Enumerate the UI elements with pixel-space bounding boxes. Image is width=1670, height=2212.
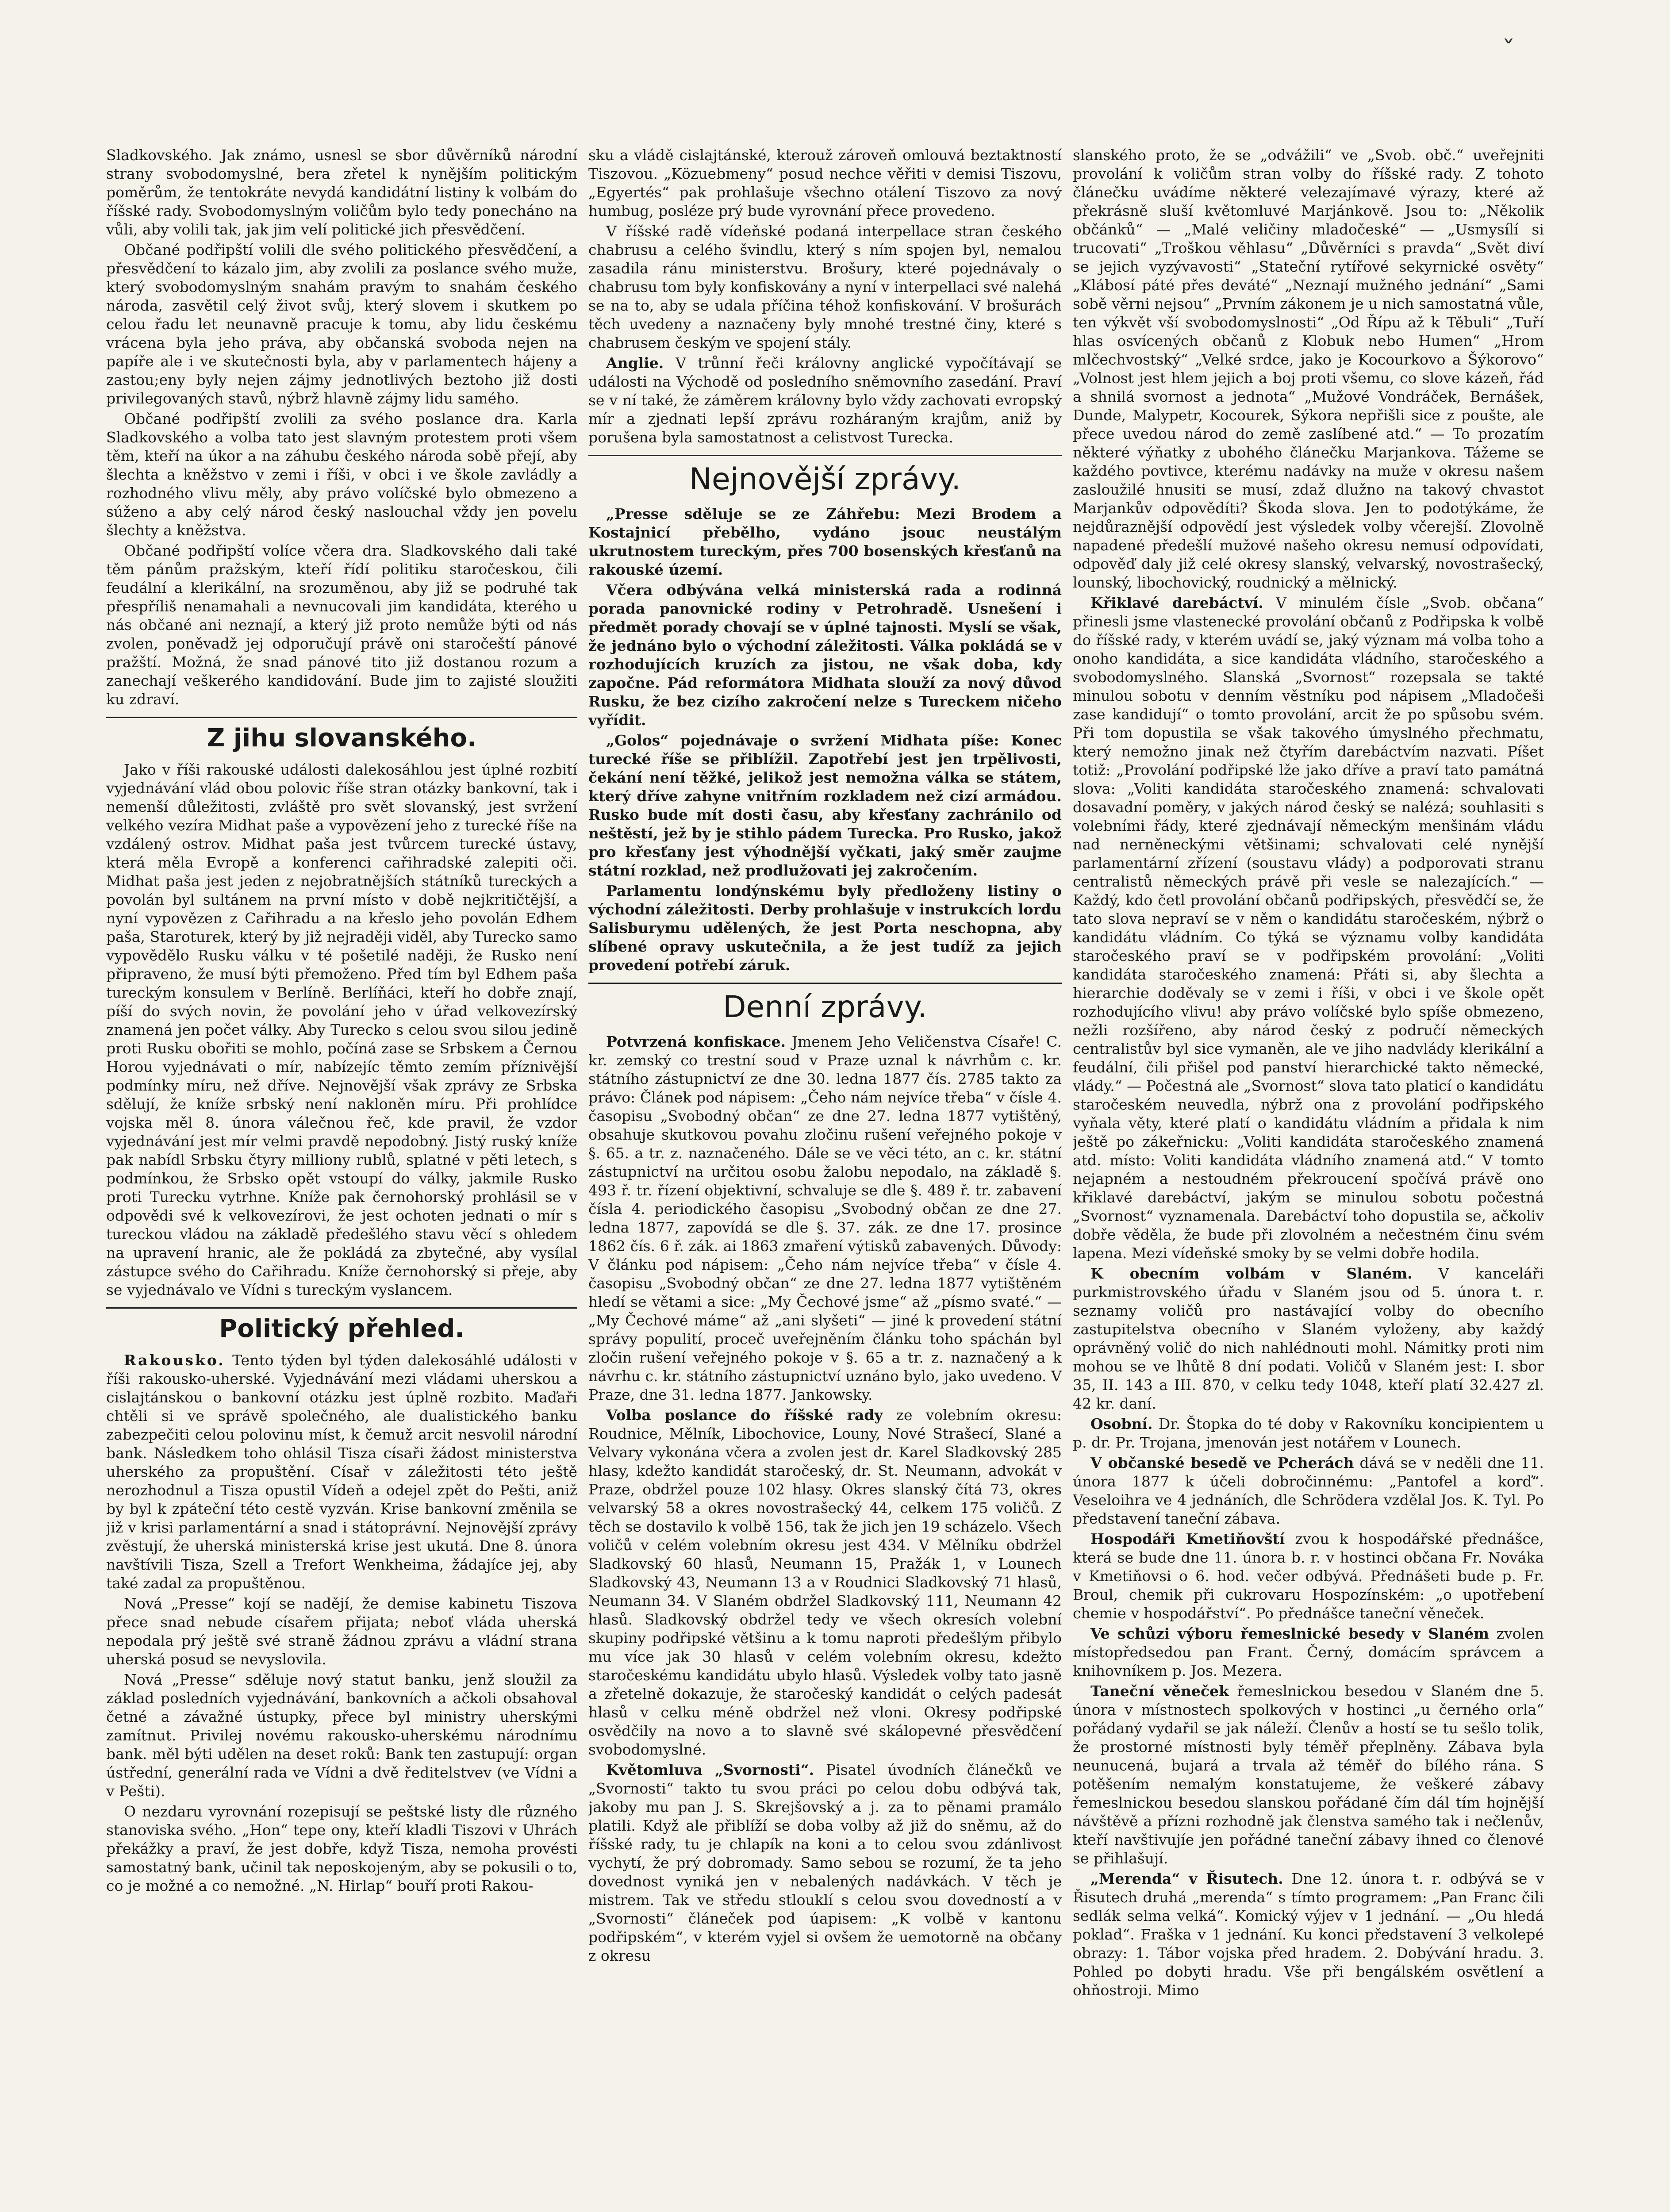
paragraph-lead: Květomluva „Svornosti“. <box>606 1761 814 1778</box>
section-heading-news: Nejnovější zprávy. <box>588 455 1062 499</box>
paragraph-lead: V občanské besedě ve Pcherách <box>1090 1454 1354 1471</box>
news-item: „Golos“ pojednávaje o svržení Midhata píše: Konec turecké říše se přiblížil. Zapotřebí jest jen trpělivosti, čekání není těžké, jelikož jest nemožna válka se státem, který dříve zahyne vnitřním rozkladem než cizí armádou. Rusko bude mít dosti času, aby křesťany zachránilo od neštěstí, jež by je stihlo pádem Turecka. Pro Rusko, jakož pro křesťany jest výhodnější vyčkati, jaký směr zaujme státní rozklad, než prodlužovati jej zakročením. <box>588 732 1062 879</box>
article-paragraph: Občané podřipští zvolili za svého poslance dra. Karla Sladkovského a volba tato jest slavným protestem proti všem těm, kteří na úkor a na záhubu českého národa sobě přejí, aby šlechta a kněžstvo v zemi i říši, v obci i ve škole zavládly a rozhodného vlivu měly, aby právo volíčské bylo obmezeno a súženo a aby celý národ český naslouchal vždy jen povelu šlechty a kněžstva. <box>106 410 577 539</box>
paragraph-lead: Anglie. <box>606 354 664 372</box>
article-paragraph <box>1073 1415 1544 1452</box>
paragraph-text: V trůnní řeči královny anglické vypočítávají se události na Východě od posledního sněmovního zasedání. Praví se v ní také, že záměrem královny bylo vždy zachovati evropský mír a zjednati lepší zprávu rozháraným krajům, aniž by porušena byla samostatnost a celistvost Turecka. <box>588 354 1062 446</box>
article-paragraph <box>1073 1870 1544 2000</box>
article-paragraph: sku a vládě cislajtánské, kterouž zároveň omlouvá beztaktností Tiszovou. „Közuebmeny“ posud nechce věřiti v demisi Tiszovu, „Egyertés“ pak prohlašuje všechno otálení Tiszovo za nový humbug, posléze prý bude vyrovnání přece provedeno. <box>588 146 1062 219</box>
article-paragraph <box>1073 1454 1544 1528</box>
paragraph-lead: Taneční věneček <box>1090 1682 1229 1700</box>
article-paragraph <box>1073 1264 1544 1413</box>
news-item: „Presse sděluje se ze Záhřebu: Mezi Brodem a Kostajnicí přebělho, vydáno jsouc neustálým ukrutnostem tureckým, přes 700 bosenských křesťanů na rakouské území. <box>588 505 1062 578</box>
article-paragraph: Občané podřipští volili dle svého politického přesvědčení, a přesvědčení to kázalo jim, aby zvolili za poslance svého muže, který svobodomyslným snahám pravým to snahám českého národa, zasvětil celý život svůj, který slovem i skutkem po celou řadu let neunavně pracuje k tomu, aby lidu českému vrácena byla jeho práva, aby občanská svoboda nejen na papíře ale i ve skutečnosti byla, aby v parlamentech hájeny a zastou;eny byly nejen zájmy jednotlivých beztoho již dosti privilegovaných stavů, nýbrž hlavně zájmy lidu samého. <box>106 241 577 407</box>
column-1 <box>106 146 577 2212</box>
article-paragraph <box>1073 1530 1544 1623</box>
paragraph-text: řemeslnickou besedou v Slaném dne 5. února v místnostech spolkových v hostinci „u černého orla“ pořádaný vydařil se jak náleží. Členův a hostí se tu sešlo tolik, že prostorné místnosti byly téměř přeplněny. Zábava byla neunucená, bujará a trvala až téměř do bílého rána. S potěšením nemalým konstatujeme, že veškeré zábavy řemeslnickou besedou slanskou pořádané čím dál tím hojnější návštěvě a přízni rozhodně jak členstva samého tak i nečlenův, kteří navštivujíe jen pořádné taneční zábavy ihned co členové se přihlašují. <box>1073 1682 1544 1867</box>
paragraph-lead: Potvrzená konfiskace. <box>606 1033 786 1050</box>
paragraph-lead: Osobní. <box>1090 1415 1153 1432</box>
paragraph-text: dává se v neděli dne 11. února 1877 k účeli dobročinnému: „Pantofel a korď“. Veseloihra ve 4 jednáních, dle Schrödera vzdělal Jos. K. Tyl. Po představení taneční zábava. <box>1073 1454 1544 1527</box>
paragraph-text: ze volebním okresu: Roudnice, Mělník, Libochovice, Louny, Nové Strašecí, Slané a Velvary vykonána včera a zvolen jest dr. Karel Sladkovský 285 hlasy, kdežto kandidát staročeský, dr. St. Neumann, advokát v Praze, obdržel pouze 102 hlasy. Okres slanský čítá 73, okres velvarský 58 a okres novostrašecký 44, celkem 175 voličů. Z těch se dostavilo k volbě 156, tak že jich jen 19 scházelo. Všech voličů v celém volebním okresu jest 434. V Mělníku obdržel Sladkovský 60 hlasů, Neumann 15, Pražák 1, v Lounech Sladkovský 43, Neumann 13 a v Roudnici Sladkovský 71 hlasů, Neumann 34. V Slaném obdržel Sladkovský 111, Neumann 42 hlasů. Sladkovský obdržel tedy ve všech okresích volební skupiny podřipské většinu a k tomu naproti předešlým přibylo mu více jak 30 hlasů v celém volebním okresu, kdežto staročeskému kandidátu ubylo hlasů. Výsledek volby tato jasně a zřetelně dokazuje, že staročeský kandidát o celých padesát hlasů v celku méně obdržel než vloni. Okresy podřipské osvědčily na novo a to slavně své skálopevné přesvědčení svobodomyslné. <box>588 1406 1062 1758</box>
paragraph-text: Jmenem Jeho Veličenstva Císaře! C. kr. zemský co trestní soud v Praze uznal k návrhům c. kr. státního zástupnictví ze dne 30. ledna 1877 čís. 2785 takto za právo: Článek pod nápisem: „Čeho nám nejvíce třeba“ v čísle 4. časopisu „Svobodný občan“ ze dne 27. ledna 1877 vytištěný, obsahuje skutkovou povahu zločinu rušení veřejného pokoje v §. 65. a tr. z. naznačeného. Dále se ve věci této, an c. kr. státní zástupnictví na určitou osobu žalobu nepodalo, na základě §. 493 ř. tr. řízení objektivní, schvaluje se dle §. 489 ř. tr. zabavení čísla 4. periodického časopisu „Svobodný občan ze dne 27. ledna 1877, zapovídá se dle §. 37. zák. ze dne 17. prosince 1862 čís. 6 ř. zák. ai 1863 zmaření výtisků zabavených. Důvody: V článku pod nápisem: „Čeho nám nejvíce třeba“ v čísle 4. časopisu „Svobodný občan“ ze dne 27. ledna 1877 vytištěném hledí se větami a sice: „My Čechové jsme“ až „písmo svaté.“ — „My Čechové máme“ až „ani slyšeti“ — jiné k provedení státní správy populití, proceč uveřejněním článku toho spáchán byl zločin rušení veřejného pokoje v §. 65 a tr. z. naznačený a k návrhu c. kr. státního zástupnictví uznáno bylo, jako uvedeno. V Praze, dne 31. ledna 1877. Jankowsky. <box>588 1033 1062 1403</box>
article-paragraph <box>588 1033 1062 1404</box>
paragraph-text: zvolen místopředsedou pan Frant. Černý, domácím správcem a knihovníkem p. Jos. Mezera. <box>1073 1625 1544 1679</box>
paragraph-lead: Hospodáři Kmetiňovští <box>1090 1530 1285 1548</box>
paragraph-lead: Křiklavé darebáctví. <box>1090 594 1263 611</box>
section-heading-south: Z jihu slovanského. <box>106 717 577 754</box>
paragraph-text: Dne 12. února t. r. odbývá se v Řisutech druhá „merenda“ s tímto programem: „Pan Franc čili sedlák selma velká“. Komický výjev v 1 jednání. — „Ou hledá poklad“. Fraška v 1 jednání. Ku konci představení 3 velkolepé obrazy: 1. Tábor vojska před hradem. 2. Dobývání hradu. 3. Pohled po dobyti hradu. Vše při bengálském osvětlení a ohňostroji. Mimo <box>1073 1870 1544 1999</box>
article-paragraph: V říšské radě vídeňské podaná interpellace stran českého chabrusu a celého švindlu, který s ním spojen byl, nemalou zasadila ránu ministerstvu. Brošury, které pojednávaly o chabrusu tom byly konfiskovány a nyní v interpellaci své nalehá se na to, aby se udala příčina téhož konfiskování. V brošurách těch uvedeny a naznačeny byly mnohé trestné činy, které s chabrusem českým ve spojení stály. <box>588 223 1062 351</box>
article-paragraph <box>1073 594 1544 1263</box>
article-paragraph: Jako v říši rakouské události dalekosáhlou jest úplné rozbití vyjednávání vlád obou polovic říše stran otázky bankovní, tak i nemenší důležitosti, zvláště pro svět slovanský, jest svržení velkého vezíra Midhat paše a vypovězení jeho z turecké říše na vzdálený ostrov. Midhat paša jest tvůrcem turecké ústavy, která měla Evropě a konferenci cařihradské zalepiti oči. Midhat paša jest jeden z nejobratnějších státníků tureckých a povolán byl sultánem na první místo v době nejkritičtější, a nyní vypovězen z Cařihradu a na křeslo jeho povolán Edhem paša, Staroturek, který by již nejraději viděl, aby Turecko samo vypovědělo Rusku válku v té pošetilé naději, že Rusko není připraveno, že musí býti přemoženo. Před tím byl Edhem paša tureckým konsulem v Berlíně. Berlíňáci, kteří ho dobře znají, píší do svých novin, že povolání jeho v úřad velkovezírský znamená jen počet války. Aby Turecko s celou svou silou jedině proti Rusku obořiti se mohlo, počíná zase se Srbskem a Černou Horou vyjednávati o mír, nabízejíc těmto zemím příznivější podmínky míru, než dříve. Nejnovější však zprávy ze Srbska sdělují, že kníže srbský není nakloněn míru. Při prohlídce vojska měl 8. února válečnou řeč, kde pravil, že vzdor vyjednávání jest mír velmi pravdě nepodobný. Jistý ruský kníže pak nabídl Srbsku čtyry milliony rublů, splatné v pěti letech, s podmínkou, že Srbsko opět vstoupí do války, jakmile Rusko proti Turecku vytrhne. Kníže pak černohorský prohlásil se v odpovědi své k velkovezírovi, že jest ochoten jednati o mír s tureckou vládou na základě předešlého stavu věcí s ohledem na upravení hranic, ale že pokládá za zbytečné, aby vysílal zástupce svého do Cařihradu. Kníže černohorský si přeje, aby se vyjednávalo ve Vídni s tureckým vyslancem. <box>106 761 577 1298</box>
article-paragraph <box>106 1351 577 1593</box>
article-paragraph <box>1073 1624 1544 1680</box>
section-heading-politics: Politický přehled. <box>106 1307 577 1345</box>
corner-mark: ˇ <box>1502 35 1515 66</box>
paragraph-text: zvou k hospodářské přednášce, která se bude dne 11. února b. r. v hostinci občana Fr. Nováka v Kmetiňovsi o 6. hod. večer odbývá. Přednášeti bude p. Fr. Broul, chemik při cukrovaru Hospozínském: „o upotřebení chemie v hospodářství“. Po přednášce taneční věneček. <box>1073 1530 1544 1622</box>
newspaper-page <box>106 146 1544 2212</box>
paragraph-text: V minulém čísle „Svob. občana“ přinesli jsme vlastenecké provolání občanů z Podřipska k volbě do říšské rady, v kterém uvádí se, jaký význam má volba toho a onoho kandidáta, a sice kandidáta vládního, staročeského a svobodomyslného. Slanská „Svornost“ rozepsala se takté minulou sobotu v denním věstníku pod nápisem „Mladočeši zase kandidují“ o tomto provolání, arcit že po spůsobu svém. Při tom dopustila se však takového úmyslného přechmatu, který nemožno jinak než čtyřím darebáctvím nazvati. Píšet totiž: „Provolání podřipské lže jako dříve a praví tato památná slova: „Voliti kandidáta staročeského znamená: schvalovati dosavadní poměry, v jakých národ český se nalézá; souhlasiti s volebními řády, které zjednávají německým menšinám vládu nad nerněneckými většinami; schvalovati celé nynější parlamentární zřízení (soustavu vlády) a podporovati stranu centralistů německých právě při vesle se nalezajících.“ — Každý, kdo četl provolání občanů podřipských, přesvědčí se, že tato slova nepraví se v něm o kandidátu staročeském, nýbrž o kandidátu vládním. Co týká se významu volby kandidáta staročeského praví se v podřipském provolání: „Voliti kandidáta staročeského znamená: Přáti si, aby šlechta a hierarchie doděvaly se v zemi i říši, v obci i ve škole opět rozhodujícího vlivu! aby právo volíčské bylo spíše obmezeno, nežli rozšířeno, aby národ český z područí německých centralistův byl sice vymaněn, ale ve jiho nadvlády klerikální a feudální, čili přišel pod panství hierarchické takto německé, vlády.“ — Počestná ale „Svornost“ slova tato platicí o kandidátu staročeském neuvedla, nýbrž ona z provolání podřipského vyňala věty, které platí o kandidátu vládním a přidala k nim ještě po zákeřnicku: „Voliti kandidáta staročeského znamená atd. místo: Voliti kandidáta vládního znamená atd.“ V tomto nejapném a nestoudném překroucení spočívá právě ono křiklavé darebáctví, jakým se minulou sobotu počestná „Svornost“ vyznamenala. Darebáctví toho dopustila se, ačkoliv dobře věděla, že bude při zlovolném a nečestném činu svém lapena. Mezi vídeňské smoky by se velmi dobře hodila. <box>1073 594 1544 1262</box>
paragraph-lead: Volba poslance do říšské rady <box>606 1406 883 1424</box>
paragraph-lead: Rakousko. <box>124 1352 225 1369</box>
article-paragraph: slanského proto, že se „odvážili“ ve „Svob. obč.“ uveřejniti provolání k voličům stran volby do říšské rady. Z tohoto článečku uvádíme některé velezajímavé výrazy, které až překrásně sluší květomluvé Marjánkově. Jsou to: „Několik občánků“ — „Malé veličiny mladočeské“ — „Usmysílí si trucovati“ „Troškou věhlasu“ „Důvěrníci s pravda“ „Svět diví se jejich vyzývavosti“ „Stateční rytířové sekyrnické osvěty“ „Klábosí páté přes deváté“ „Neznají mužného jednání“ „Sami sobě věrni nejsou“ „Prvním zákonem je u nich samostatná vůle, ten výkvět vší svobodomyslnosti“ „Od Řípu až k Těbuli“ „Tuří hlas osvícených občanů z Klobuk nebo Humen“ „Hrom mlčechvostský“ „Velké srdce, jako je Kocourkovo a Šýkorovo“ „Volnost jest hlem jejich a boj proti všemu, co slove kázeň, řád a shnilá svornost a jednota“ „Mužové Vondráček, Bernášek, Dunde, Malypetr, Kocourek, Sýkora nepřišli sice z poušte, ale přece uvedou národ do země zaslíbené atd.“ — To prozatím některé výňatky z ubohého článečku Marjankova. Tážeme se každého povtivce, kterému nadávky na muže v okresu našem zasloužilé hnusiti se musí, zdaž dlužno na takový chvastot Marjankův odpovědíti? Škoda slova. Jen to podotýkáme, že nejdůraznější odpovědí jest výsledek volby včerejší. Zlovolně napadené předešlí mužové našeho okresu nemusí odpovídati, odpověď daly již celé okresy slanský, velvarský, novostrašecký, lounský, libochovický, roudnický a mělnický. <box>1073 146 1544 591</box>
article-paragraph: Sladkovského. Jak známo, usnesl se sbor důvěrníků národní strany svobodomyslné, bera zřetel k nynějším politickým poměrům, že tentokráte nevydá kandidátní listiny k volbám do říšské rady. Svobodomyslným voličům bylo tedy ponecháno na vůli, aby volili tak, jak jim velí politické jich přesvědčení. <box>106 146 577 238</box>
news-block <box>588 505 1062 975</box>
section-heading-daily: Denní zprávy. <box>588 983 1062 1026</box>
paragraph-lead: K obecním volbám v Slaném. <box>1090 1265 1413 1282</box>
paragraph-text: Pisatel úvodních článečků ve „Svornosti“ takto tu svou práci po celou dobu odbývá tak, jakoby mu pan J. S. Skrejšovský a j. za to pěnami pramálo platili. Když ale přiblíží se doba volby až již do sněmu, až do říšské rady, tu je chlapík na koni a to celou svou zdánlivost vychytí, že prý dobromady. Samo sebou se rozumí, že ta jeho dovednost vyniká jen v nebalených nadávkách. V těch je mistrem. Tak ve středu stlouklí s celou svou dovedností a v „Svornosti“ článeček pod úapisem: „K volbě v kantonu podřipském“, v kterém vyjel si ovšem že uemotorně na občany z okresu <box>588 1761 1062 1964</box>
paragraph-text: V kanceláři purkmistrovského úřadu v Slaném jsou od 5. února t. r. seznamy voličů pro nastávající volby do obecního zastupitelstva obecního v Slaném vyloženy, aby každý oprávněný volič do nich nahlédnouti mohl. Námitky proti nim mohou se ve lhůtě 8 dní podati. Voličů v Slaném jest: I. sbor 35, II. 143 a III. 870, v celku tedy 1048, kteří platí 32.427 zl. 42 kr. daní. <box>1073 1265 1544 1412</box>
news-item: Parlamentu londýnskému byly předloženy listiny o východní záležitosti. Derby prohlašuje v instrukcích lordu Salisburymu udělených, že jest Porta neschopna, aby slíbené opravy uskutečnila, a že jest tudíž za jejich provedení potřebí záruk. <box>588 882 1062 974</box>
paragraph-text: Dr. Štopka do té doby v Rakovníku koncipientem u p. dr. Pr. Trojana, jmenován jest notářem v Lounech. <box>1073 1415 1544 1451</box>
news-item: Včera odbývána velká ministerská rada a rodinná porada panovnické rodiny v Petrohradě. Usnešení i předmět porady chovají se v úplné tajnosti. Myslí se však, že jednáno bylo o východní záležitosti. Válka pokládá se v rozhodujících kruzích za jistou, ne však doba, kdy započne. Pád reformátora Midhata slouží za nový důvod Rusku, že bez cizího zakročení nelze s Tureckem ničeho vyřídit. <box>588 581 1062 729</box>
column-2 <box>588 146 1062 2212</box>
article-paragraph: O nezdaru vyrovnání rozepisují se peštské listy dle různého stanoviska svého. „Hon“ tepe ony, kteří kladli Tiszovi v Uhrách překážky a praví, že jest dobře, když Tisza, nemoha provésti samostatný bank, učinil tak neposkojeným, aby se pokusili o to, co je možné a co nemožné. „N. Hirlap“ bouří proti Rakou- <box>106 1803 577 1894</box>
column-3 <box>1073 146 1544 2212</box>
article-paragraph <box>588 1406 1062 1759</box>
article-paragraph: Nová „Presse“ kojí se nadějí, že demise kabinetu Tiszova přece snad nebude císařem přijata; neboť vláda uherská nepodala prý ještě své straně žádnou zprávu a vládní strana uherská posud se nevyslovila. <box>106 1595 577 1668</box>
article-paragraph: Nová „Presse“ sděluje nový statut banku, jenž sloužil za základ posledních vyjednávání, bankovních a ačkoli obsahoval četné a závažné ústupky, přece byl ministry uherskými zamítnut. Privilej novému rakousko-uherskému národnímu bank. měl býti udělen na deset roků: Bank ten zastupují: organ ústřední, generální rada ve Vídni a dvě ředitelstvev (ve Vídni a v Pešti). <box>106 1671 577 1800</box>
paragraph-lead: Ve schůzi výboru řemeslnické besedy v Slaném <box>1090 1625 1490 1642</box>
paragraph-lead: „Merenda“ v Řisutech. <box>1090 1870 1283 1887</box>
paragraph-text: Tento týden byl týden dalekosáhlé události v říši rakousko-uherské. Vyjednávání mezi vládami uherskou a cislajtánskou o bankovní otázku jest úplně rozbito. Maďaři chtěli si ve správě společného, ale dualistického banku zabezpečiti celou polovinu míst, k čemuž arcit nesvolil národní bank. Následkem toho ohlásil Tisza císaři žádost ministerstva uherského za propuštění. Císař v záležitosti této ještě nerozhodnul a Tisza opustil Vídeň a odejel zpět do Pešti, aniž by byl k zpáteční této cestě vyzván. Krise bankovní změnila se již v krisi parlamentární a snad i státoprávní. Nejnovější zprávy zvěstují, že uherská ministerská krise jest ukutá. Dne 8. února navštívili Tisza, Szell a Trefort Wenkheima, žádajíce jej, aby také zadal za propuštěnou. <box>106 1352 577 1592</box>
article-paragraph: Občané podřipští volíce včera dra. Sladkovského dali také těm pánům pražským, kteří řídí politiku staročeskou, čili feudální a klerikální, na srozuměnou, aby již se podruhé tak přespříliš nenamahali a nevnucovali jim kandidáta, kterého u nás občané ani neznají, a který již proto nemůže býti od nás zvolen, poněvadž jej odporučují právě oni staročeští pánové pražští. Možná, že snad pánové tito již dostanou rozum a zanechají veškerého kandidování. Bude jim to zajisté sloužiti ku zdraví. <box>106 542 577 708</box>
article-paragraph <box>1073 1682 1544 1868</box>
article-paragraph <box>588 354 1062 447</box>
article-paragraph <box>588 1761 1062 1965</box>
